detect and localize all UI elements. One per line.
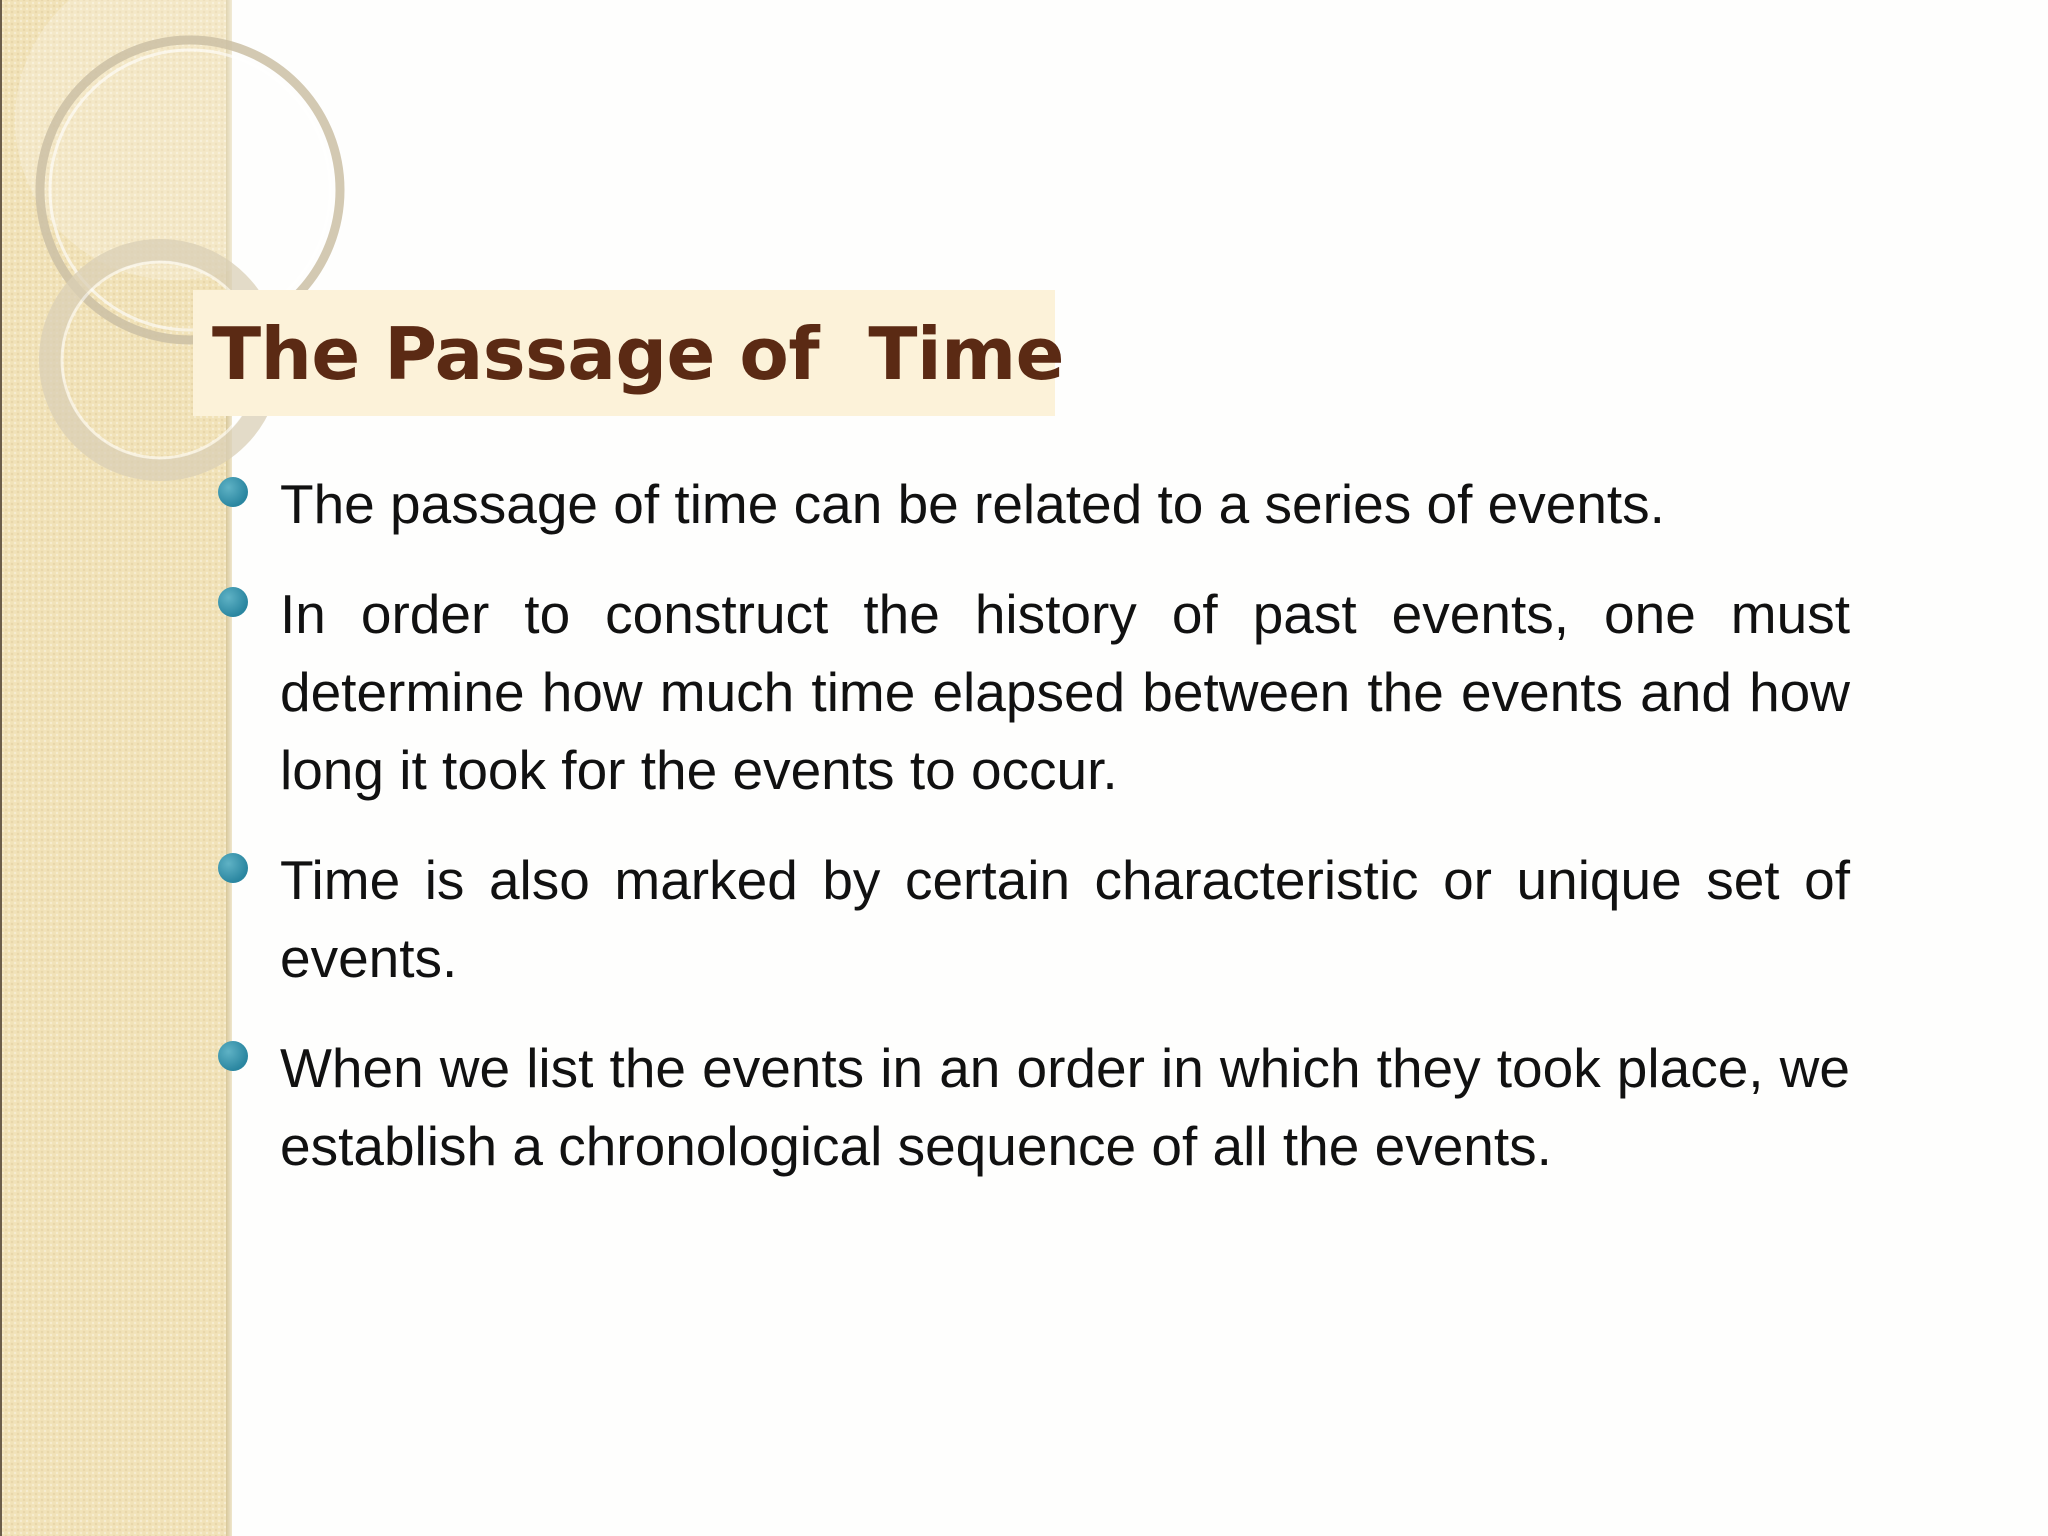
bullet-text: Time is also marked by certain characteristic or unique set of events. <box>280 849 1850 989</box>
slide-title: The Passage of Time <box>212 312 1064 396</box>
teal-circle-bullet-icon <box>218 1041 248 1071</box>
bullet-item <box>218 465 1850 543</box>
bullet-text: The passage of time can be related to a series of events. <box>280 473 1665 535</box>
bullet-item <box>218 575 1850 809</box>
bullet-list <box>218 465 1850 1217</box>
bullet-item <box>218 841 1850 997</box>
bullet-text: When we list the events in an order in which they took place, we establish a chronological sequence of all the events. <box>280 1037 1850 1177</box>
bullet-text: In order to construct the history of past events, one must determine how much time elapsed between the events and how long it took for the events to occur. <box>280 583 1850 801</box>
ring-decoration <box>0 0 420 520</box>
teal-circle-bullet-icon <box>218 853 248 883</box>
teal-circle-bullet-icon <box>218 587 248 617</box>
teal-circle-bullet-icon <box>218 477 248 507</box>
bullet-item <box>218 1029 1850 1185</box>
